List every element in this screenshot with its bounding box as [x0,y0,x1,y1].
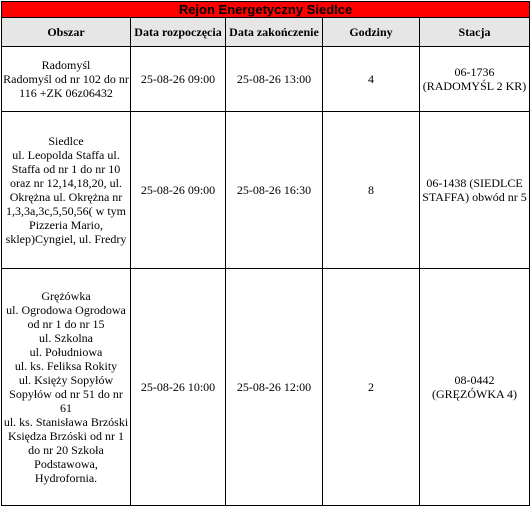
area-line: ul. Południowa [29,345,103,359]
header-hours: Godziny [323,18,420,47]
hours-cell: 8 [323,112,420,269]
outage-table [1,1,530,506]
area-cell [2,112,131,269]
area-line: ul. Leopolda Staffa ul. Staffa od nr 1 do nr 10 oraz nr 12,14,18,20, ul. Okrężna ul. Okrężna nr 1,3,3a,3c,5,50,56( w tym Pizzeria Mario, sklep)Cyngiel, ul. Fredry [5,148,127,246]
area-line: ul. Szkolna [39,331,93,345]
title-row [2,2,530,18]
area-line: ul. ks. Stanisława Brzóski Księdza Brzóski od nr 1 do nr 20 Szkoła Podstawowa, Hydrofornia. [3,415,129,485]
area-line: Grężówka [41,289,91,303]
header-area: Obszar [2,18,131,47]
area-text [3,134,129,246]
area-line: Radomyśl od nr 102 do nr 116 +ZK 06z06432 [3,72,129,100]
start-date-cell: 25-08-26 09:00 [131,47,226,112]
station-cell: 08-0442 (GRĘZÓWKA 4) [420,269,530,506]
start-date-cell: 25-08-26 10:00 [131,269,226,506]
end-date-cell: 25-08-26 12:00 [226,269,323,506]
area-line: ul. Ogrodowa Ogrodowa od nr 1 do nr 15 [6,303,126,331]
area-cell [2,269,131,506]
end-date-cell: 25-08-26 13:00 [226,47,323,112]
area-line: ul. ks. Feliksa Rokity [14,359,118,373]
header-station: Stacja [420,18,530,47]
station-cell: 06-1736 (RADOMYŚL 2 KR) [420,47,530,112]
header-end-date: Data zakończenie [226,18,323,47]
area-line: Radomyśl [41,58,91,72]
area-text [3,58,129,100]
station-cell: 06-1438 (SIEDLCE STAFFA) obwód nr 5 [420,112,530,269]
area-cell [2,47,131,112]
area-line: Siedlce [48,134,84,148]
table-row [2,47,530,112]
header-row [2,18,530,47]
area-line: ul. Księży Sopyłów Sopyłów od nr 51 do nr 61 [9,373,123,415]
hours-cell: 2 [323,269,420,506]
table-title: Rejon Energetyczny Siedlce [2,2,530,18]
end-date-cell: 25-08-26 16:30 [226,112,323,269]
table-row [2,112,530,269]
area-text [3,289,129,485]
header-start-date: Data rozpoczęcia [131,18,226,47]
start-date-cell: 25-08-26 09:00 [131,112,226,269]
table-row [2,269,530,506]
hours-cell: 4 [323,47,420,112]
